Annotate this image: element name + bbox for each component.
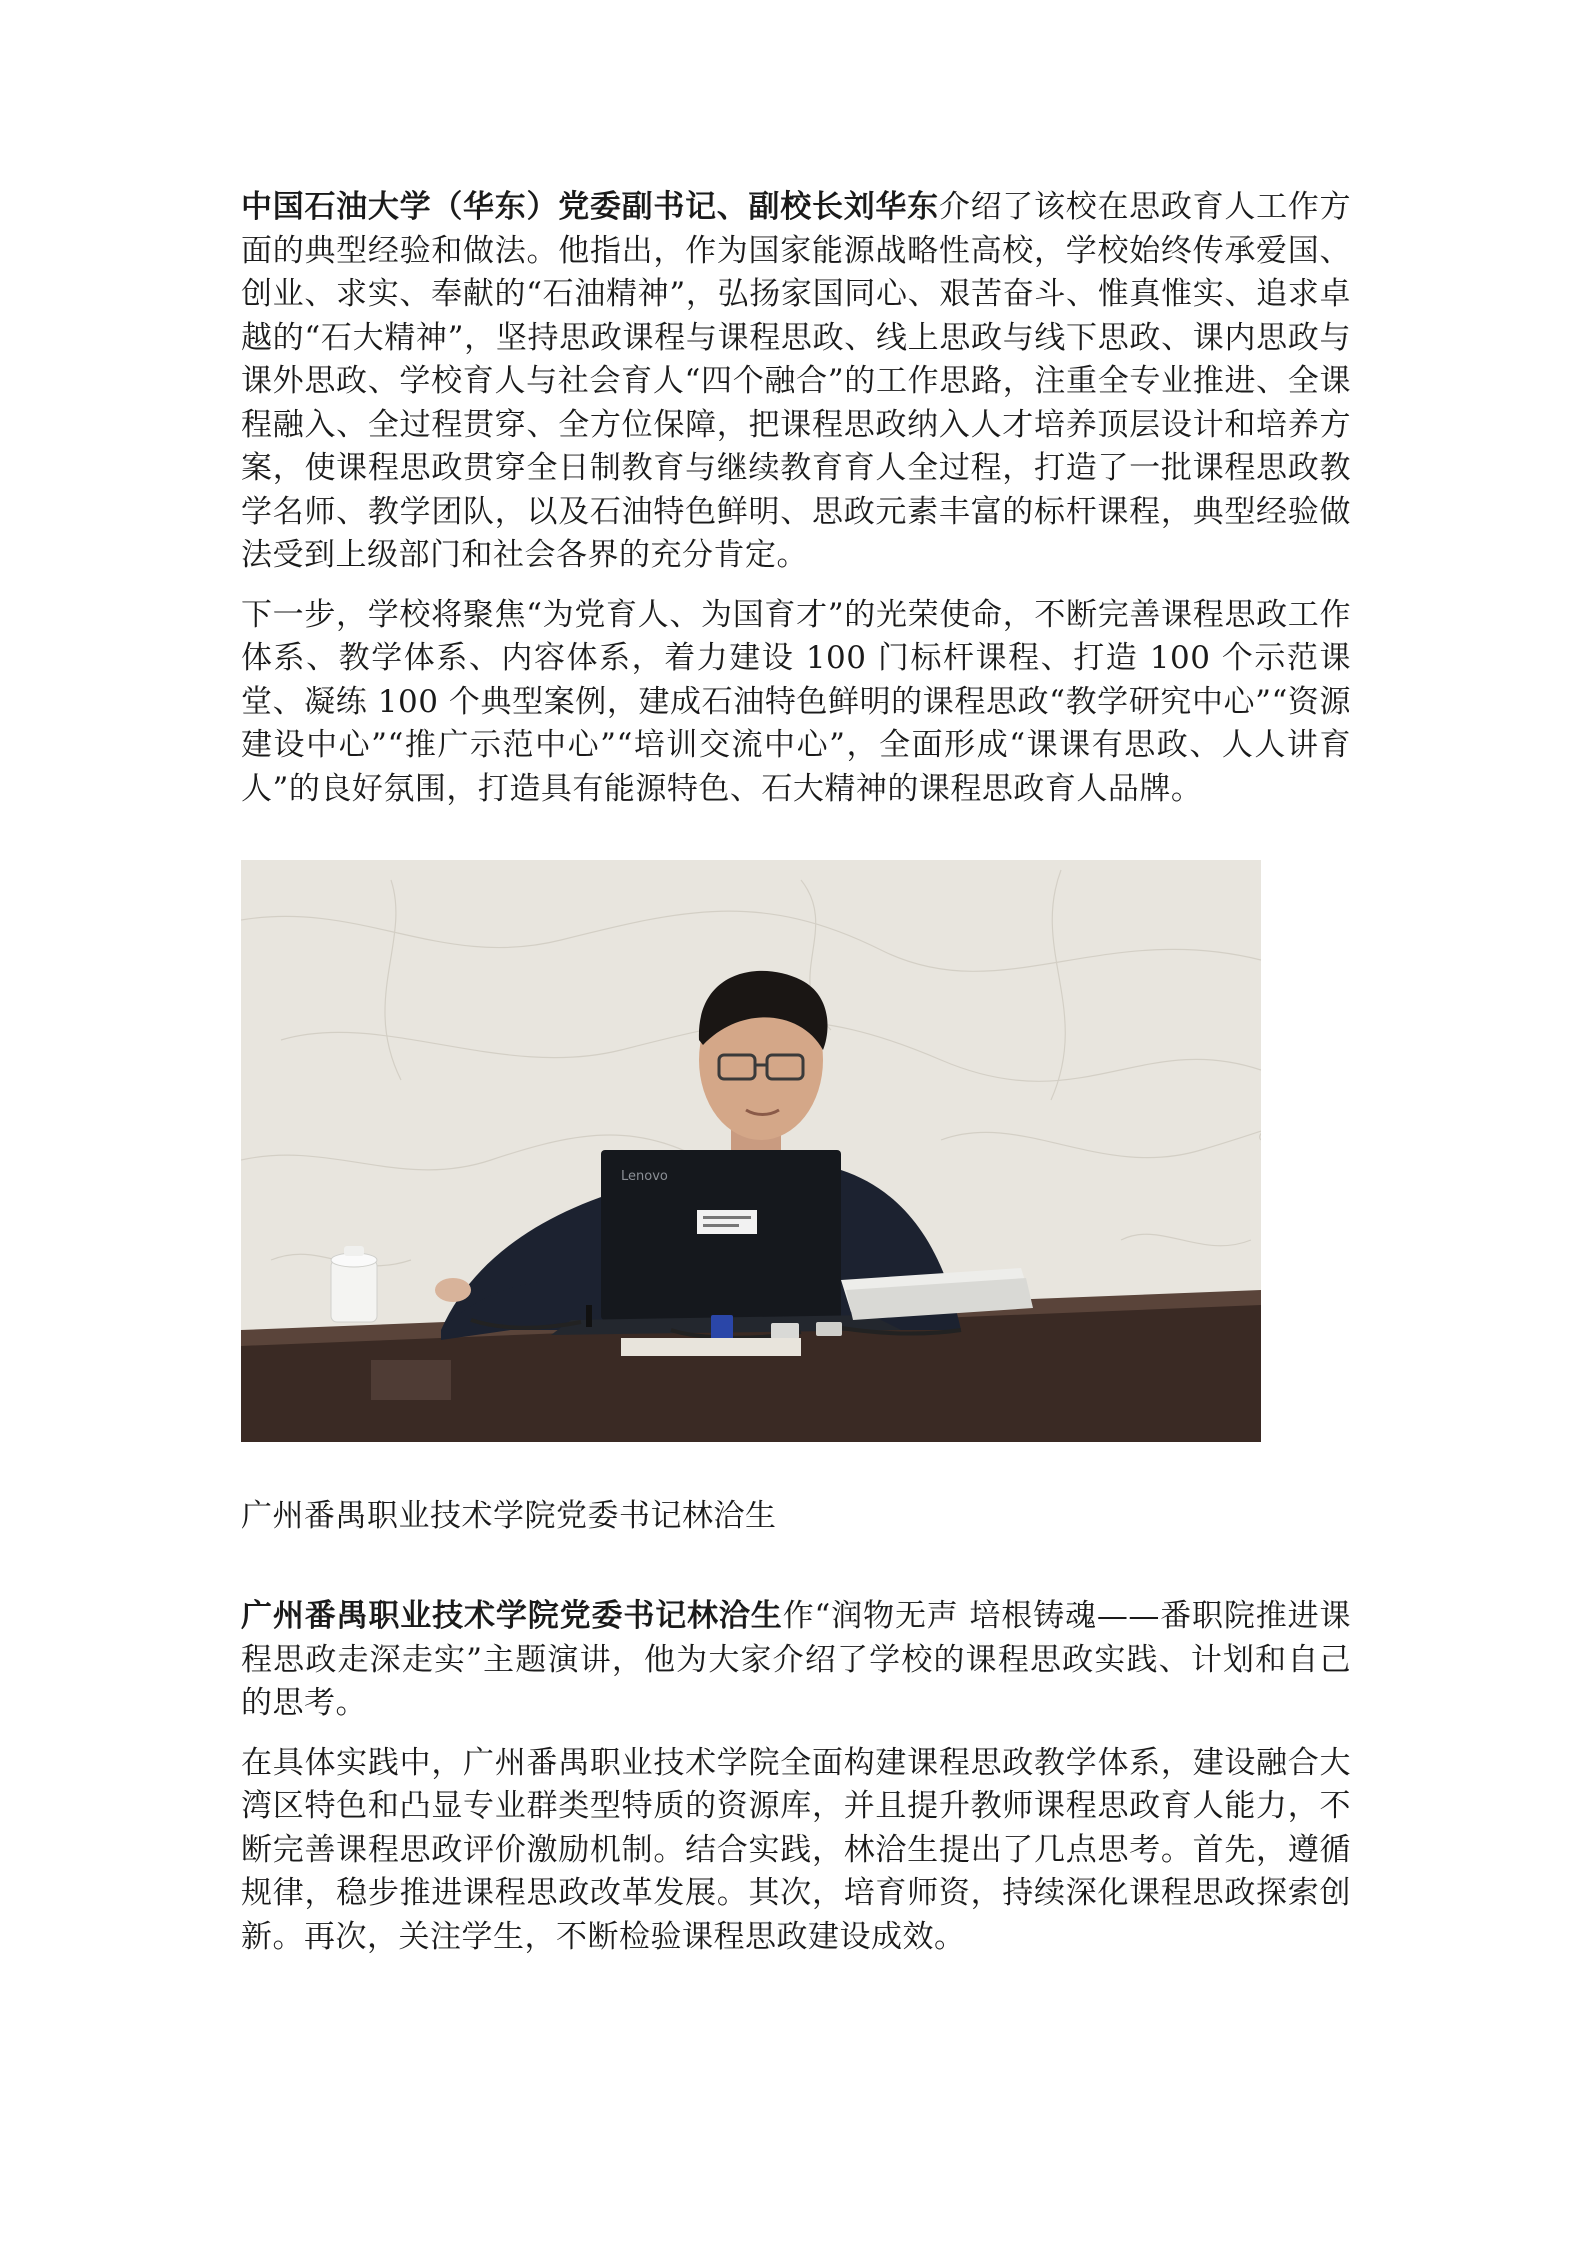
paragraph-next-step: 下一步，学校将聚焦“为党育人、为国育才”的光荣使命，不断完善课程思政工作体系、教学体系、内容体系，着力建设 100 门标杆课程、打造 100 个示范课堂、凝练 100 个典型案例，建成石油特色鲜明的课程思政“教学研究中心”“资源建设中心”“推广示范中心”“培训交流中心”，全面形成“课课有思政、人人讲育人”的良好氛围，打造具有能源特色、石大精神的课程思政育人品牌。 — [241, 596, 1351, 807]
speaker-name-bold: 中国石油大学（华东）党委副书记、副校长刘华东 — [241, 189, 939, 225]
photo-caption: 广州番禺职业技术学院党委书记林洽生 — [241, 1498, 777, 1534]
paragraph-liu-huadong — [241, 186, 1351, 578]
article-top — [241, 186, 1351, 811]
paragraph-practice: 在具体实践中，广州番禺职业技术学院全面构建课程思政教学体系，建设融合大湾区特色和凸显专业群类型特质的资源库，并且提升教师课程思政育人能力，不断完善课程思政评价激励机制。结合实践，林洽生提出了几点思考。首先，遵循规律，稳步推进课程思政改革发展。其次，培育师资，持续深化课程思政探索创新。再次，关注学生，不断检验课程思政建设成效。 — [241, 1744, 1351, 1955]
photo-illustration — [241, 860, 1261, 1442]
paragraph-body: 作“润物无声 培根铸魂——番职院推进课程思政走深走实”主题演讲，他为大家介绍了学校的课程思政实践、计划和自己的思考。 — [241, 1598, 1352, 1721]
paragraph-body: 介绍了该校在思政育人工作方面的典型经验和做法。他指出，作为国家能源战略性高校，学校始终传承爱国、创业、求实、奉献的“石油精神”，弘扬家国同心、艰苦奋斗、惟真惟实、追求卓越的“石大精神”，坚持思政课程与课程思政、线上思政与线下思政、课内思政与课外思政、学校育人与社会育人“四个融合”的工作思路，注重全专业推进、全课程融入、全过程贯穿、全方位保障，把课程思政纳入人才培养顶层设计和培养方案，使课程思政贯穿全日制教育与继续教育育人全过程，打造了一批课程思政教学名师、教学团队，以及石油特色鲜明、思政元素丰富的标杆课程，典型经验做法受到上级部门和社会各界的充分肯定。 — [241, 189, 1352, 573]
article-bottom — [241, 1595, 1351, 1959]
speaker-name-bold: 广州番禺职业技术学院党委书记林洽生 — [241, 1598, 783, 1634]
speaker-photo — [241, 860, 1261, 1442]
laptop-brand: Lenovo — [621, 1169, 668, 1184]
paragraph-lin-qiasheng — [241, 1595, 1351, 1726]
